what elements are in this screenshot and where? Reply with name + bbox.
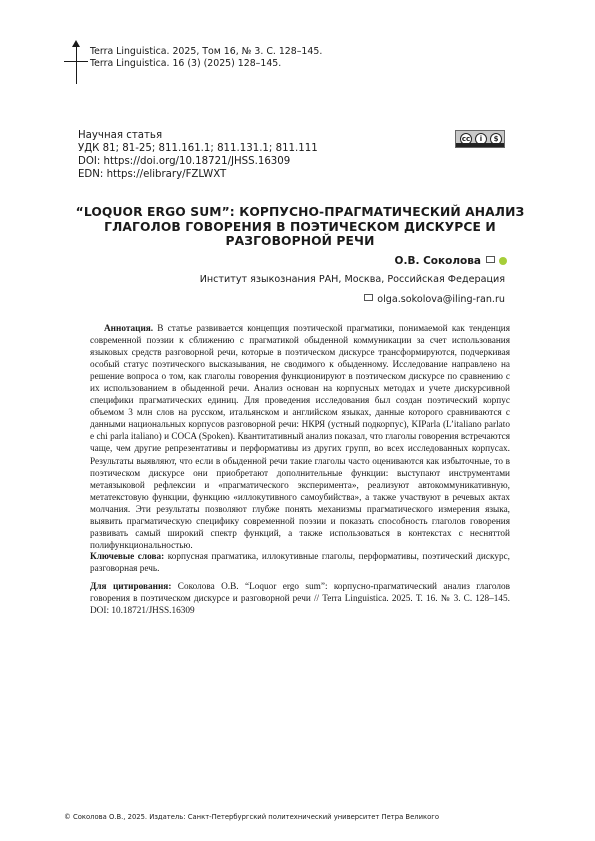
article-meta: [78, 129, 318, 181]
creative-commons-license-icon[interactable]: [455, 130, 505, 148]
citation-label: Для цитирования:: [90, 582, 172, 592]
doi-link[interactable]: DOI: https://doi.org/10.18721/JHSS.16309: [78, 156, 291, 167]
journal-ref-ru: Terra Linguistica. 2025, Том 16, № 3. С. 128–145.: [90, 46, 323, 57]
license-strip: [456, 143, 504, 147]
keywords-text: корпусная прагматика, иллокутивные глаголы, перформативы, поэтический дискурс, разговорная речь.: [90, 552, 510, 575]
abstract: [90, 323, 510, 552]
author-row: [395, 255, 507, 267]
keywords: [90, 551, 510, 575]
journal-ref-en: Terra Linguistica. 16 (3) (2025) 128–145.: [90, 58, 282, 69]
author-affiliation: Институт языкознания РАН, Москва, Российская Федерация: [199, 274, 505, 285]
mail-icon: [364, 294, 373, 301]
citation: [90, 581, 510, 617]
header-tick: [64, 61, 88, 62]
citation-text: Соколова О.В. “Loquor ergo sum”: корпусно-прагматический анализ глаголов говорения в поэтическом дискурсе и разговорной речи // Terra Linguistica. 2025. Т. 16. № 3. С. 128–145. DOI: 10.18721/JHSS.16309: [90, 582, 511, 617]
article-type: Научная статья: [78, 130, 163, 141]
abstract-text: В статье развивается концепция поэтической прагматики, понимаемой как тенденция современной поэзии к сближению с прагматикой обыденной коммуникации за счет использования языковых средств разговорной речи, которые в поэтическом дискурсе трансформируются, подчеркивая особый статус поэтического высказывания, не сводимого к обыденному. Исследование направлено на решение вопроса о том, как глаголы говорения функционируют в поэтическом дискурсе по сравнению с их использованием в обыденной речи. Анализ основан на корпусных методах и учете дискурсивной специфики прагматических единиц. Для проведения исследования был создан поэтический корпус объемом 3 млн слов на русском, итальянском и английском языках, данные которого сравниваются с данными национальных корпусов разговорной речи: НКРЯ (устный подкорпус), KIParla (L’italiano parlato e chi parla italiano) и COCA (Spoken). Квантитативный анализ показал, что глаголы говорения встречаются чаще, чем другие репрезентативы и перформативы из других групп, во всех исследованных корпусах. Результаты выявляют, что если в обыденной речи такие глаголы часто оцениваются как избыточные, то в поэтическом дискурсе они приобретают дополнительные функции: выступают инструментами метаязыковой рефлексии и «прагматического эксперимента», реализуют автокоммуникативную, метатекстовую функции, функцию «иллокутивного самоубийства», а также участвуют в речевых актах молчания. Эти результаты позволяют глубже понять механизмы прагматического измерения языка, выявить прагматическую специфику современной поэзии и показать способность глаголов говорения развивать самый широкий спектр функций, а также использоваться в контекстах с несняттой полифункциональностью.: [90, 324, 510, 551]
header-arrow-icon: [72, 40, 80, 47]
by-icon: i: [475, 133, 487, 145]
copyright-footer: © Соколова О.В., 2025. Издатель: Санкт-Петербургский политехнический университет Петра Великого: [64, 813, 440, 821]
udc: УДК 81; 81-25; 811.161.1; 811.131.1; 811.111: [78, 143, 318, 154]
orcid-icon[interactable]: [499, 257, 507, 265]
author-email-row: [364, 294, 505, 305]
header-axis: [76, 44, 77, 84]
cc-icon: cc: [461, 135, 471, 143]
keywords-label: Ключевые слова:: [90, 552, 165, 562]
article-title: “LOQUOR ERGO SUM”: КОРПУСНО-ПРАГМАТИЧЕСКИЙ АНАЛИЗ ГЛАГОЛОВ ГОВОРЕНИЯ В ПОЭТИЧЕСКОМ ДИСКУРСЕ И РАЗГОВОРНОЙ РЕЧИ: [75, 205, 525, 249]
author-email[interactable]: olga.sokolova@iling-ran.ru: [377, 294, 505, 305]
nc-icon: $: [490, 133, 502, 145]
mail-icon: [486, 256, 495, 263]
edn-link[interactable]: EDN: https://elibrary/FZLWXT: [78, 169, 227, 180]
author-name: О.В. Соколова: [394, 255, 481, 267]
abstract-label: Аннотация.: [104, 324, 154, 334]
